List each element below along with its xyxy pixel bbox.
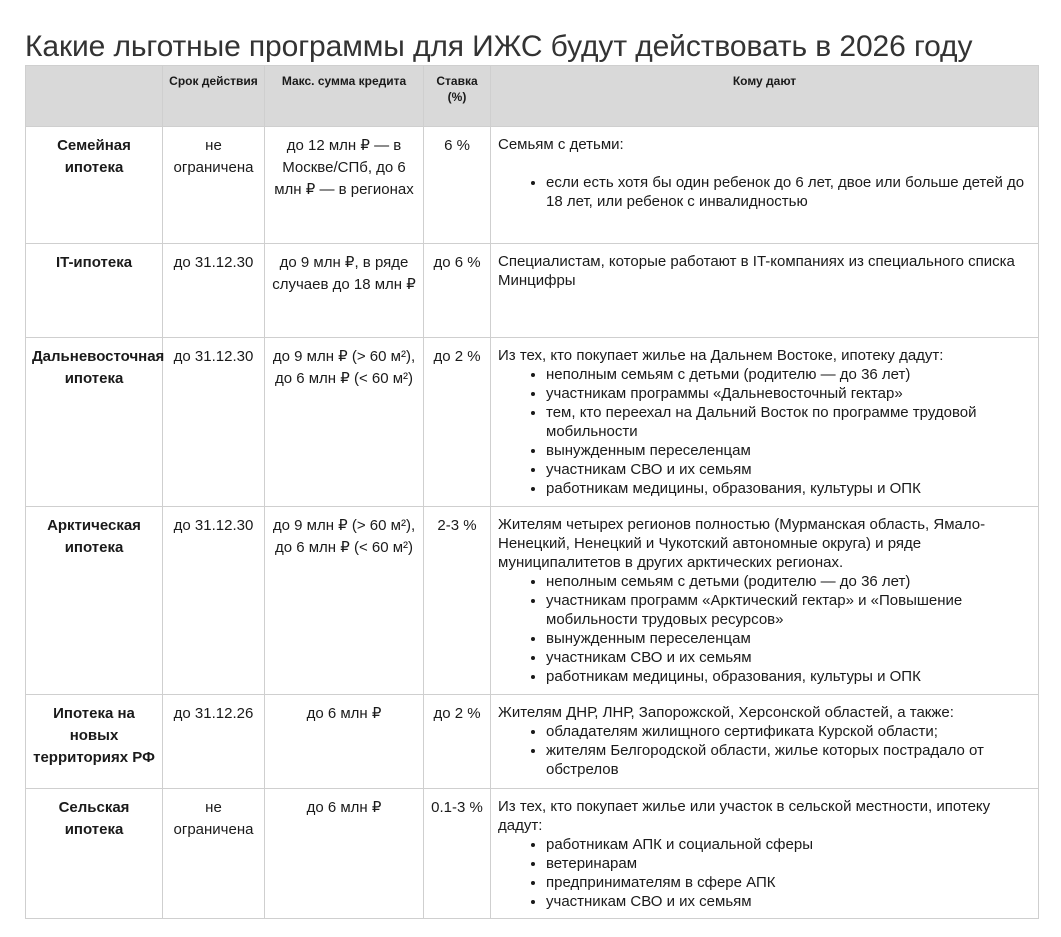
program-name: Арктическая ипотека [26,507,163,695]
header-max-sum: Макс. сумма кредита [265,66,424,127]
list-item: • участникам программ «Арктический гектар» и «Повышение мобильности трудовых ресурсов» [546,591,1032,629]
program-term: до 31.12.30 [163,507,265,695]
list-item: • участникам СВО и их семьям [546,892,1032,911]
table-row [26,507,1039,695]
program-name: IT-ипотека [26,244,163,338]
program-eligibility [491,789,1039,919]
eligibility-list [498,365,1032,498]
program-rate: 6 % [424,127,491,244]
program-max-sum: до 12 млн ₽ — в Москве/СПб, до 6 млн ₽ — в регионах [265,127,424,244]
program-eligibility [491,127,1039,244]
list-item: • тем, кто переехал на Дальний Восток по программе трудовой мобильности [546,403,1032,441]
list-item: • работникам медицины, образования, культуры и ОПК [546,667,1032,686]
program-term: до 31.12.30 [163,244,265,338]
eligibility-intro: Жителям ДНР, ЛНР, Запорожской, Херсонской областей, а также: [498,704,954,721]
program-max-sum: до 6 млн ₽ [265,789,424,919]
eligibility-intro: Из тех, кто покупает жилье или участок в сельской местности, ипотеку дадут: [498,798,991,834]
table-row [26,338,1039,507]
program-rate: 0.1-3 % [424,789,491,919]
list-item: • неполным семьям с детьми (родителю — до 36 лет) [546,365,1032,384]
program-rate: до 2 % [424,338,491,507]
list-item: • обладателям жилищного сертификата Курской области; [546,722,1032,741]
program-rate: до 6 % [424,244,491,338]
header-program [26,66,163,127]
eligibility-intro: Жителям четырех регионов полностью (Мурманская область, Ямало-Ненецкий, Ненецкий и Чукотский автономные округа) и ряде муниципалитетов в других арктических регионах. [498,516,986,571]
list-item: • работникам медицины, образования, культуры и ОПК [546,479,1032,498]
list-item: • предпринимателям в сфере АПК [546,873,1032,892]
program-rate: до 2 % [424,695,491,789]
header-who: Кому дают [491,66,1039,127]
program-eligibility [491,338,1039,507]
eligibility-intro: Семьям с детьми: [498,136,624,153]
eligibility-intro: Из тех, кто покупает жилье на Дальнем Востоке, ипотеку дадут: [498,347,944,364]
program-term: не ограничена [163,127,265,244]
header-term: Срок действия [163,66,265,127]
program-max-sum: до 9 млн ₽, в ряде случаев до 18 млн ₽ [265,244,424,338]
list-item: • неполным семьям с детьми (родителю — до 36 лет) [546,572,1032,591]
program-max-sum: до 6 млн ₽ [265,695,424,789]
eligibility-intro: Специалистам, которые работают в IT-компаниях из специального списка Минцифры [498,253,1015,289]
program-max-sum: до 9 млн ₽ (> 60 м²), до 6 млн ₽ (< 60 м²) [265,338,424,507]
eligibility-list [498,722,1032,779]
program-name: Сельская ипотека [26,789,163,919]
program-name: Дальневосточная ипотека [26,338,163,507]
table-row [26,695,1039,789]
program-term: не ограничена [163,789,265,919]
table-row [26,244,1039,338]
programs-table [25,65,1039,919]
program-eligibility [491,695,1039,789]
page-title: Какие льготные программы для ИЖС будут действовать в 2026 году [25,30,973,64]
table-row [26,789,1039,919]
list-item: • вынужденным переселенцам [546,441,1032,460]
program-name: Семейная ипотека [26,127,163,244]
list-item: • если есть хотя бы один ребенок до 6 лет, двое или больше детей до 18 лет, или ребенок с инвалидностью [546,173,1032,211]
header-rate: Ставка (%) [424,66,491,127]
list-item: • ветеринарам [546,854,1032,873]
program-eligibility [491,244,1039,338]
list-item: • вынужденным переселенцам [546,629,1032,648]
list-item: • участникам СВО и их семьям [546,648,1032,667]
eligibility-list [498,572,1032,686]
program-term: до 31.12.26 [163,695,265,789]
list-item: • участникам СВО и их семьям [546,460,1032,479]
eligibility-list [498,173,1032,211]
list-item: • работникам АПК и социальной сферы [546,835,1032,854]
program-max-sum: до 9 млн ₽ (> 60 м²), до 6 млн ₽ (< 60 м²) [265,507,424,695]
table-row [26,127,1039,244]
program-eligibility [491,507,1039,695]
list-item: • участникам программы «Дальневосточный гектар» [546,384,1032,403]
program-rate: 2-3 % [424,507,491,695]
eligibility-list [498,835,1032,911]
table-header-row [26,66,1039,127]
list-item: • жителям Белгородской области, жилье которых пострадало от обстрелов [546,741,1032,779]
program-term: до 31.12.30 [163,338,265,507]
program-name: Ипотека на новых территориях РФ [26,695,163,789]
